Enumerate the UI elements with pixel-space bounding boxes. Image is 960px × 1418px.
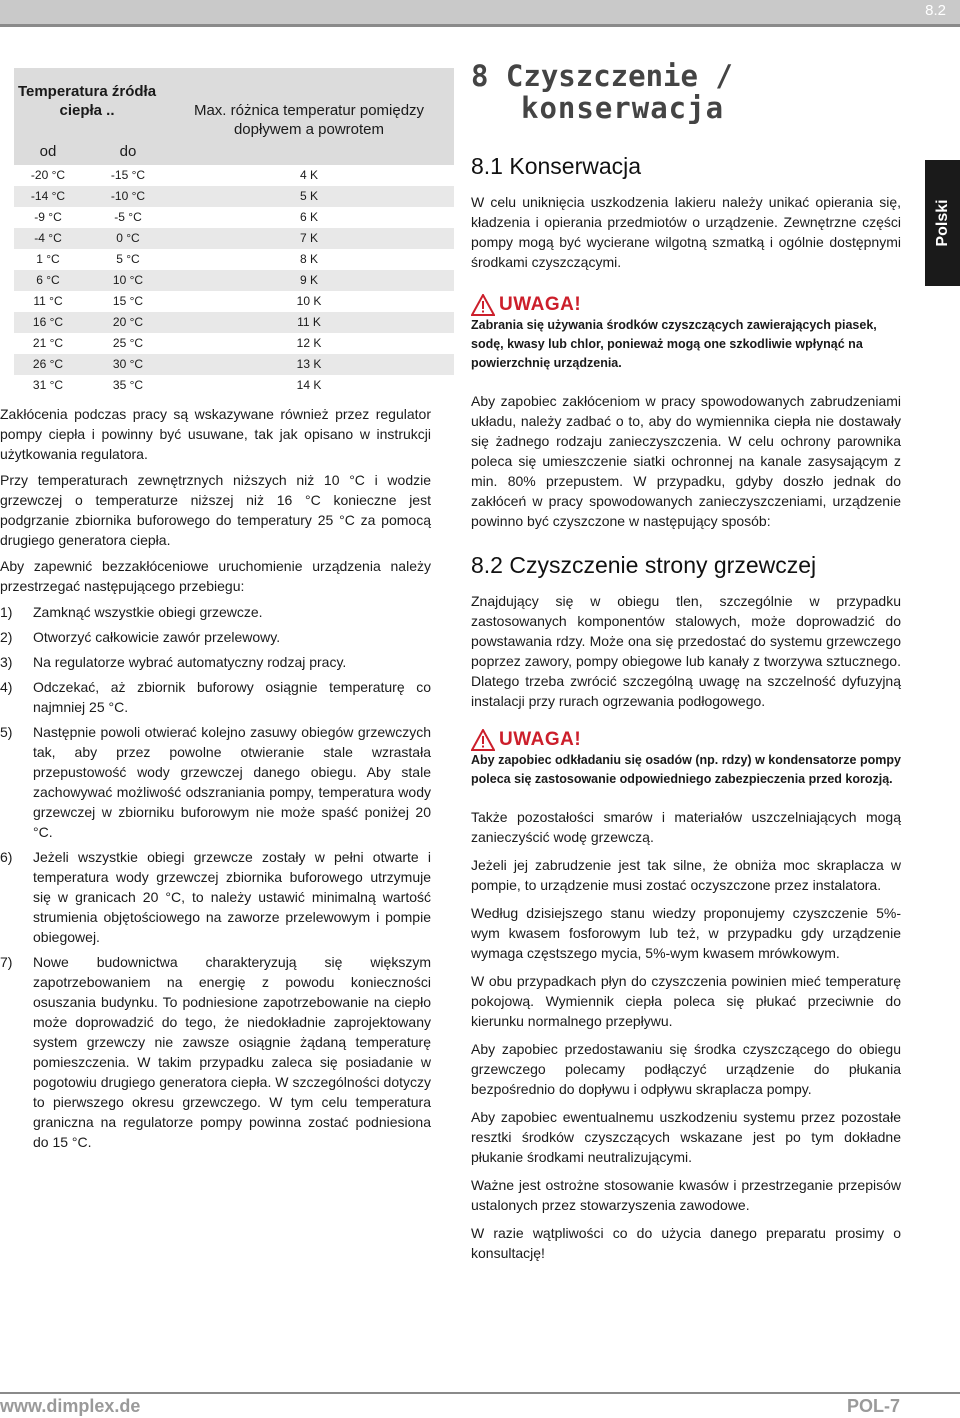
warning-title-1: UWAGA! [499, 294, 582, 315]
step-item [0, 722, 431, 842]
warning-box-1 [471, 294, 901, 373]
chapter-title-line-2: konserwacja [521, 91, 725, 125]
paragraph-8-1-b: Aby zapobiec zakłóceniom w pracy spowodowanych zabrudzeniami układu, należy zadbać o to, aby do wymiennika ciepła nie dostawały się żadnego rodzaju zanieczyszczenia. W celu ochrony parownika poleca się umieszczenie siatki ochronnej na kanale zasysającym z min. 80% przepustem. W przypadku, gdyby doszło jednak do zakłóceń w pracy spowodowanych zanieczyszczeniami, urządzenie powinno być czyszczone w następujący sposób: [471, 393, 901, 529]
cell-to: 25 °C [112, 336, 144, 350]
warning-triangle-icon [471, 729, 495, 751]
table-row [14, 375, 454, 396]
cell-from: -14 °C [30, 189, 66, 203]
cell-max-diff: 14 K [296, 378, 322, 392]
cell-to: 30 °C [112, 357, 144, 371]
section-number: 8.2 [925, 2, 946, 19]
header-from: od [39, 143, 57, 160]
header-to: do [119, 143, 137, 160]
footer-page-number: POL-7 [846, 1396, 900, 1416]
footer-rule [0, 1392, 960, 1394]
cell-max-diff: 4 K [299, 168, 318, 182]
cell-from: 31 °C [32, 378, 64, 392]
table-row [14, 333, 454, 354]
right-column [471, 60, 901, 1263]
cell-max-diff: 5 K [299, 189, 318, 203]
table-header [14, 68, 454, 165]
cell-max-diff: 10 K [296, 294, 322, 308]
paragraph-8-1: W celu uniknięcia uszkodzenia lakieru należy unikać opierania się, kładzenia i opierania przedmiotów o urządzenie. Zewnętrzne części pompy mogą być wycierane wilgotną szmatką i ogólnie dostępnymi środkami czyszczącymi. [471, 194, 901, 270]
step-number: 6) [0, 849, 13, 865]
cell-to: 20 °C [112, 315, 144, 329]
step-number: 2) [0, 629, 13, 645]
warning-text-1: Zabrania się używania środków czyszczących zawierających piasek, sodę, kwasy lub chlor, ponieważ mogą one szkodliwie wpłynąć na powierzchnię urządzenia. [471, 318, 877, 370]
table-row [14, 354, 454, 375]
step-number: 5) [0, 724, 13, 740]
step-item [0, 677, 431, 717]
table-row [14, 291, 454, 312]
table-row [14, 312, 454, 333]
cell-max-diff: 9 K [299, 273, 318, 287]
step-text: Zamknąć wszystkie obiegi grzewcze. [33, 604, 263, 620]
cell-from: 16 °C [32, 315, 64, 329]
header-source-temp: Temperatura źródła ciepła .. [17, 83, 157, 119]
step-text: Następnie powoli otwierać kolejno zasuwy obiegów grzewczych tak, aby przez powolne otwieranie stale wzrastała przepustowość wody grzewczej danego obiegu. Aby stale zachowywać możliwość odszraniania pompy, temperatura wody grzewczej w zbiorniku buforowym nie może spaść poniżej 20 °C. [33, 724, 431, 840]
table-row [14, 207, 454, 228]
step-item [0, 847, 431, 947]
table-row [14, 249, 454, 270]
header-bar [0, 0, 960, 24]
cell-from: 21 °C [32, 336, 64, 350]
cell-to: 0 °C [116, 231, 140, 245]
paragraph-low-temps: Przy temperaturach zewnętrznych niższych niż 10 °C i wodzie grzewczej o temperaturze niższej niż 16 °C konieczne jest podgrzanie zbiornika buforowego do temperatury 25 °C za pomocą drugiego generatora ciepła. [0, 472, 431, 548]
section-8-1-title: 8.1 Konserwacja [471, 153, 642, 179]
language-tab-label: Polski [933, 199, 951, 247]
cell-max-diff: 11 K [297, 315, 321, 329]
paragraph-8-2-a: Znajdujący się w obiegu tlen, szczególnie w przypadku zastosowanych komponentów stalowych, może doprowadzić do powstawania rdzy. Może ona się przedostać do systemu grzewczego poprzez zawory, pompy obiegowe lub kanały z tworzywa sztucznego. Dlatego trzeba zwrócić szczególną uwagę na szczelność dyfuzyjną instalacji przy rurach ogrzewania podłogowego. [471, 593, 901, 709]
warning-title-2: UWAGA! [499, 729, 582, 750]
warning-box-2 [471, 729, 901, 789]
cell-from: -4 °C [34, 231, 62, 245]
left-column [0, 404, 431, 1157]
cell-from: 1 °C [36, 252, 60, 266]
paragraph-faults: Zakłócenia podczas pracy są wskazywane również przez regulator pompy ciepła i powinny być usuwane, tak jak opisano w instrukcji użytkowania regulatora. [0, 406, 431, 462]
chapter-title [471, 60, 901, 124]
cell-max-diff: 7 K [299, 231, 318, 245]
table-body [14, 165, 454, 396]
step-text: Na regulatorze wybrać automatyczny rodzaj pracy. [33, 654, 347, 670]
paragraph-8-2-d: Według dzisiejszego stanu wiedzy proponujemy czyszczenie 5%-wym kwasem fosforowym lub też, w przypadku gdy urządzenie wymaga częstszego mycia, 5%-wym kwasem mrówkowym. [471, 905, 901, 961]
step-text: Nowe budownictwa charakteryzują się większym zapotrzebowaniem na energię z powodu konieczności osuszania budynku. To podniesione zapotrzebowanie na ciepło może doprowadzić do tego, że niedokładnie zaprojektowany system grzewczy nie zawsze osiągnie żądaną temperaturę pomieszczenia. W takim przypadku zaleca się posiadanie w pogotowiu drugiego generatora ciepła. W szczególności dotyczy to pierwszego okresu grzewczego. W tym celu temperatura graniczna na regulatorze pompy powinna zostać podniesiona do 15 °C. [33, 954, 431, 1150]
paragraph-8-2-b: Także pozostałości smarów i materiałów uszczelniających mogą zanieczyścić wodę grzewczą. [471, 809, 901, 845]
language-tab [925, 160, 960, 286]
step-item [0, 652, 431, 672]
step-text: Otworzyć całkowicie zawór przelewowy. [33, 629, 281, 645]
step-number: 4) [0, 679, 13, 695]
cell-max-diff: 12 K [296, 336, 322, 350]
cell-from: -9 °C [34, 210, 62, 224]
step-item [0, 952, 431, 1152]
paragraph-8-2-g: Aby zapobiec ewentualnemu uszkodzeniu systemu przez pozostałe resztki środków czyszczących wskazane jest po tym dokładne płukanie środkami neutralizującymi. [471, 1109, 901, 1165]
step-number: 1) [0, 604, 13, 620]
cell-to: -15 °C [110, 168, 146, 182]
cell-from: 26 °C [32, 357, 64, 371]
section-8-2-title: 8.2 Czyszczenie strony grzewczej [471, 552, 817, 578]
step-text: Odczekać, aż zbiornik buforowy osiągnie temperaturę co najmniej 25 °C. [33, 679, 431, 715]
warning-triangle-icon [471, 294, 495, 316]
footer-website: www.dimplex.de [0, 1396, 141, 1416]
step-text: Jeżeli wszystkie obiegi grzewcze zostały w pełni otwarte i temperatura wody grzewczej zbiornika buforowego utrzymuje się w granicach 20 °C, to należy ustawić minimalną wartość strumienia objętościowego na zaworze przelewowym i pompie obiegowej. [33, 849, 431, 945]
paragraph-8-2-h: Ważne jest ostrożne stosowanie kwasów i przestrzeganie przepisów ustalonych przez stowarzyszenia zawodowe. [471, 1177, 901, 1213]
table-row [14, 186, 454, 207]
step-number: 7) [0, 954, 13, 970]
header-rule [0, 24, 960, 27]
cell-max-diff: 13 K [296, 357, 322, 371]
cell-to: 35 °C [112, 378, 144, 392]
startup-steps [0, 602, 431, 1152]
cell-max-diff: 6 K [299, 210, 318, 224]
temperature-table [14, 68, 454, 396]
chapter-title-line-1: 8 Czyszczenie / [471, 59, 733, 93]
cell-to: -10 °C [110, 189, 146, 203]
table-row [14, 228, 454, 249]
cell-to: 15 °C [112, 294, 144, 308]
paragraph-8-2-c: Jeżeli jej zabrudzenie jest tak silne, że obniża moc skraplacza w pompie, to urządzenie musi zostać oczyszczone przez instalatora. [471, 857, 901, 893]
step-item [0, 602, 431, 622]
cell-from: 11 °C [33, 294, 63, 308]
paragraph-8-2-e: W obu przypadkach płyn do czyszczenia powinien mieć temperaturę pokojową. Wymiennik ciepła poleca się płukać przeciwnie do kierunku normalnego przepływu. [471, 973, 901, 1029]
warning-text-2: Aby zapobiec odkładaniu się osadów (np. rdzy) w kondensatorze pompy poleca się zastosowanie odpowiedniego zabezpieczenia przed korozją. [471, 753, 901, 786]
cell-to: -5 °C [114, 210, 142, 224]
paragraph-8-2-i: W razie wątpliwości co do użycia danego preparatu prosimy o konsultację! [471, 1225, 901, 1261]
paragraph-startup: Aby zapewnić bezzakłóceniowe uruchomienie urządzenia należy przestrzegać następującego przebiegu: [0, 558, 431, 594]
cell-to: 10 °C [112, 273, 144, 287]
table-row [14, 165, 454, 186]
table-row [14, 270, 454, 291]
step-number: 3) [0, 654, 13, 670]
header-max-diff: Max. różnica temperatur pomiędzy dopływem a powrotem [193, 102, 425, 138]
cell-from: 6 °C [36, 273, 60, 287]
paragraph-8-2-f: Aby zapobiec przedostawaniu się środka czyszczącego do obiegu grzewczego polecamy podłączyć urządzenie do płukania bezpośrednio do dopływu i odpływu skraplacza pompy. [471, 1041, 901, 1097]
cell-max-diff: 8 K [299, 252, 318, 266]
cell-from: -20 °C [30, 168, 66, 182]
step-item [0, 627, 431, 647]
cell-to: 5 °C [116, 252, 140, 266]
